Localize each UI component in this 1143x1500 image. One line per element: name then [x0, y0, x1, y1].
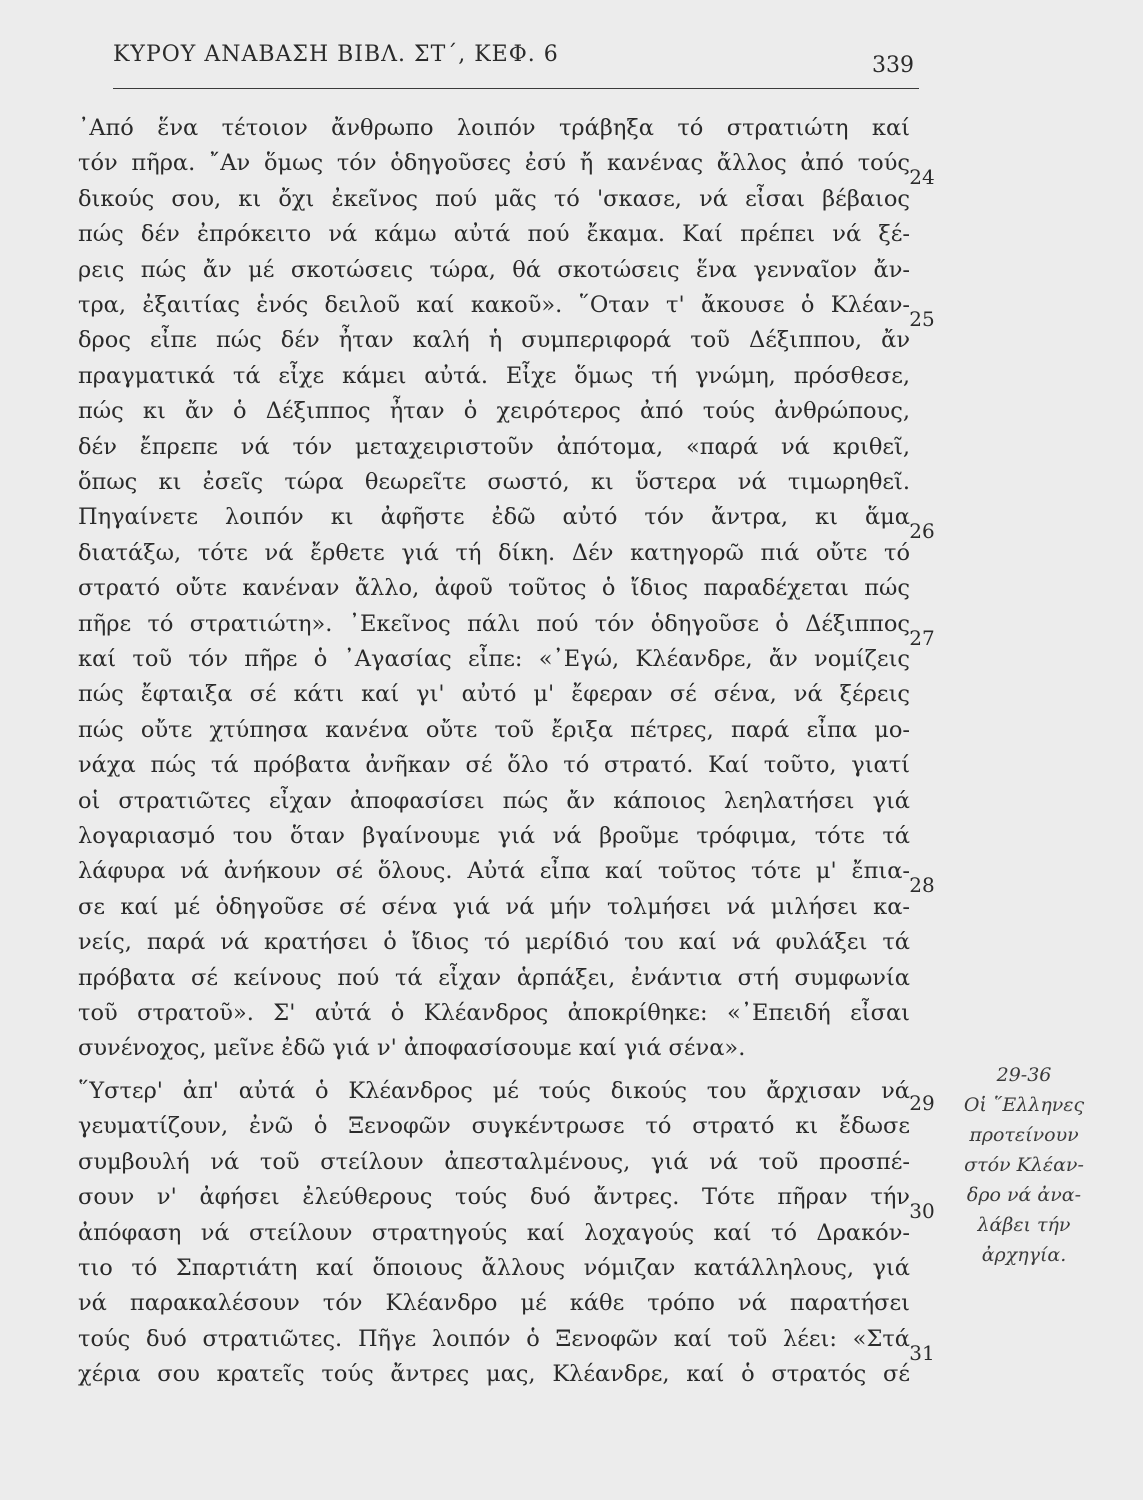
margin-note — [944, 1060, 1104, 1270]
margin-note-line: δρο νά ἀνα- — [966, 1184, 1082, 1206]
margin-note-line: ἀρχηγία. — [981, 1244, 1067, 1266]
text-line: νάχα πώς τά πρόβατα ἀνῆκαν σέ ὅλο τό στρατό. Καί τοῦτο, γιατί — [78, 752, 910, 779]
text-line: τρα, ἐξαιτίας ἑνός δειλοῦ καί κακοῦ». ῞Οταν τ' ἄκουσε ὁ Κλέαν- — [78, 292, 910, 318]
text-line: πρόβατα σέ κείνους πού τά εἶχαν ἁρπάξει, ἐνάντια στή συμφωνία — [78, 964, 910, 991]
margin-note-line: Οἱ ῞Ελληνες — [963, 1094, 1085, 1116]
margin-note-line: στόν Κλέαν- — [964, 1154, 1084, 1176]
section-number: 26 — [909, 519, 935, 544]
margin-note-line: λάβει τήν — [977, 1214, 1071, 1236]
running-head: ΚΥΡΟΥ ΑΝΑΒΑΣΗ ΒΙΒΛ. ΣΤ΄, ΚΕΦ. 6 — [113, 42, 559, 67]
text-line: ᾿Από ἕνα τέτοιον ἄνθρωπο λοιπόν τράβηξα τό στρατιώτη καί — [78, 115, 910, 141]
text-line: ὅπως κι ἐσεῖς τώρα θεωρεῖτε σωστό, κι ὕστερα νά τιμωρηθεῖ. — [78, 469, 910, 495]
text-line: ρεις πώς ἄν μέ σκοτώσεις τώρα, θά σκοτώσεις ἕνα γενναῖον ἄν- — [78, 256, 910, 283]
text-line: τοῦ στρατοῦ». Σ' αὐτά ὁ Κλέανδρος ἀποκρίθηκε: «᾿Επειδή εἶσαι — [78, 1000, 910, 1026]
text-line: ῞Υστερ' ἀπ' αὐτά ὁ Κλέανδρος μέ τούς δικούς του ἄρχισαν νά — [78, 1078, 910, 1104]
text-line: συμβουλή νά τοῦ στείλουν ἀπεσταλμένους, γιά νά τοῦ προσπέ- — [78, 1148, 910, 1175]
section-number: 30 — [909, 1199, 935, 1224]
section-number: 24 — [909, 165, 935, 190]
text-line: πῆρε τό στρατιώτη». ᾿Εκεῖνος πάλι πού τόν ὁδηγοῦσε ὁ Δέξιππος — [78, 610, 910, 637]
text-line: συνένοχος, μεῖνε ἐδῶ γιά ν' ἀποφασίσουμε καί γιά σένα». — [78, 1035, 746, 1062]
text-line: διατάξω, τότε νά ἔρθετε γιά τή δίκη. Δέν κατηγορῶ πιά οὔτε τό — [78, 539, 910, 566]
text-line: πραγματικά τά εἶχε κάμει αὐτά. Εἶχε ὅμως τή γνώμη, πρόσθεσε, — [78, 362, 910, 389]
text-line: ἀπόφαση νά στείλουν στρατηγούς καί λοχαγούς καί τό Δρακόν- — [78, 1219, 910, 1246]
text-line: δικούς σου, κι ὄχι ἐκεῖνος πού μᾶς τό 'σκασε, νά εἶσαι βέβαιος — [78, 185, 910, 212]
text-line: στρατό οὔτε κανέναν ἄλλο, ἀφοῦ τοῦτος ὁ ἴδιος παραδέχεται πώς — [78, 575, 910, 602]
text-line: πώς δέν ἐπρόκειτο νά κάμω αὐτά πού ἔκαμα. Καί πρέπει νά ξέ- — [78, 221, 910, 248]
margin-note-line: προτείνουν — [969, 1124, 1079, 1146]
section-number: 31 — [909, 1340, 935, 1365]
text-line: σε καί μέ ὁδηγοῦσε σέ σένα γιά νά μήν τολμήσει νά μιλήσει κα- — [78, 893, 910, 920]
text-line: πώς κι ἄν ὁ Δέξιππος ἦταν ὁ χειρότερος ἀπό τούς ἀνθρώπους, — [78, 398, 910, 425]
text-line: λάφυρα νά ἀνήκουν σέ ὅλους. Αὐτά εἶπα καί τοῦτος τότε μ' ἔπια- — [78, 858, 910, 885]
text-line: οἱ στρατιῶτες εἶχαν ἀποφασίσει πώς ἄν κάποιος λεηλατήσει γιά — [78, 787, 910, 814]
header-rule — [113, 88, 919, 89]
text-line: δρος εἶπε πώς δέν ἦταν καλή ἡ συμπεριφορά τοῦ Δέξιππου, ἄν — [78, 327, 910, 354]
text-line: χέρια σου κρατεῖς τούς ἄντρες μας, Κλέανδρε, καί ὁ στρατός σέ — [78, 1361, 910, 1388]
section-number: 25 — [909, 307, 935, 331]
page-number: 339 — [872, 53, 914, 78]
section-number: 27 — [909, 625, 935, 650]
text-line: Πηγαίνετε λοιπόν κι ἀφῆστε ἐδῶ αὐτό τόν ἄντρα, κι ἅμα — [78, 504, 910, 531]
text-line: σουν ν' ἀφήσει ἐλεύθερους τούς δυό ἄντρες. Τότε πῆραν τήν — [78, 1184, 910, 1211]
text-line: καί τοῦ τόν πῆρε ὁ ᾿Αγασίας εἶπε: «᾿Εγώ, Κλέανδρε, ἄν νομίζεις — [78, 646, 910, 672]
text-line: τόν πῆρα. ῎Αν ὅμως τόν ὁδηγοῦσες ἐσύ ἤ κανένας ἄλλος ἀπό τούς — [78, 150, 910, 177]
text-line: πώς οὔτε χτύπησα κανένα οὔτε τοῦ ἔριξα πέτρες, παρά εἶπα μο- — [78, 716, 910, 743]
text-line: τιο τό Σπαρτιάτη καί ὅποιους ἄλλους νόμιζαν κατάλληλους, γιά — [78, 1255, 910, 1281]
text-line: νά παρακαλέσουν τόν Κλέανδρο μέ κάθε τρόπο νά παρατήσει — [78, 1290, 910, 1317]
text-line: πώς ἔφταιξα σέ κάτι καί γι' αὐτό μ' ἔφεραν σέ σένα, νά ξέρεις — [78, 681, 910, 708]
margin-note-range: 29-36 — [996, 1064, 1052, 1086]
text-line: λογαριασμό του ὅταν βγαίνουμε γιά νά βροῦμε τρόφιμα, τότε τά — [78, 823, 910, 849]
text-line: τούς δυό στρατιῶτες. Πῆγε λοιπόν ὁ Ξενοφῶν καί τοῦ λέει: «Στά — [78, 1325, 910, 1352]
text-line: δέν ἔπρεπε νά τόν μεταχειριστοῦν ἀπότομα, «παρά νά κριθεῖ, — [78, 433, 910, 460]
section-number: 29 — [909, 1091, 935, 1115]
text-line: γευματίζουν, ἐνῶ ὁ Ξενοφῶν συγκέντρωσε τό στρατό κι ἔδωσε — [78, 1113, 910, 1140]
section-number: 28 — [909, 873, 935, 898]
text-line: νείς, παρά νά κρατήσει ὁ ἴδιος τό μερίδιό του καί νά φυλάξει τά — [78, 929, 910, 956]
